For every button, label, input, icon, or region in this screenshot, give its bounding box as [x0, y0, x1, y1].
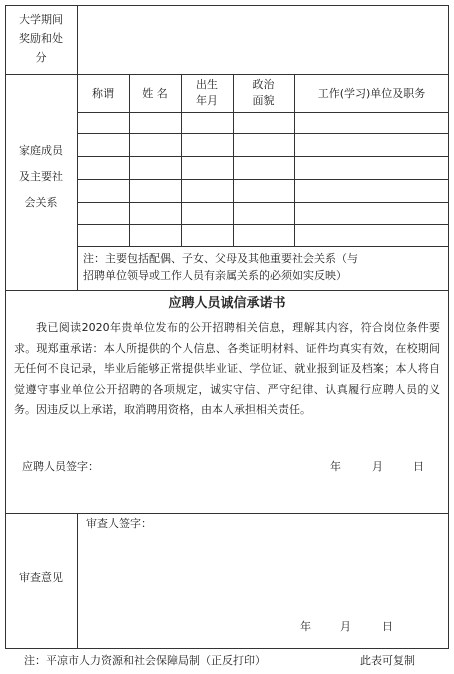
- pledge-section-divider: [5, 513, 449, 514]
- awards-label-line: 大学期间: [19, 13, 63, 26]
- review-date-day: 日: [382, 620, 393, 633]
- table-border-left: [5, 5, 6, 649]
- applicant-signature-label: 应聘人员签字：: [22, 460, 99, 473]
- family-section-divider: [5, 290, 449, 291]
- family-row-line: [77, 224, 449, 225]
- review-date-month: 月: [340, 620, 351, 633]
- family-row-line: [77, 179, 449, 180]
- column-header-political-status: 政治: [252, 78, 275, 91]
- table-border-bottom: [5, 648, 449, 649]
- review-label: 审查意见: [19, 571, 63, 584]
- family-row-line: [77, 202, 449, 203]
- review-date-year: 年: [300, 620, 311, 633]
- awards-section-divider: [5, 74, 449, 75]
- column-header-birth: 出生: [196, 78, 218, 91]
- family-label-line: 会关系: [24, 196, 58, 209]
- footer-copy-note: 此表可复制: [360, 654, 415, 667]
- label-column-divider-bottom: [77, 513, 78, 649]
- table-border-top: [5, 5, 449, 6]
- family-note-line: 注：主要包括配偶、子女、父母及其他重要社会关系（与: [83, 252, 358, 265]
- family-note-line: [77, 246, 449, 247]
- column-header-birth: 年月: [196, 94, 218, 107]
- column-header-political-status: 面貌: [252, 94, 275, 107]
- family-note-line: 招聘单位领导或工作人员有亲属关系的必须如实反映）: [83, 269, 347, 282]
- column-header-relation: 称谓: [92, 87, 114, 100]
- pledge-body: 我已阅读2020年贵单位发布的公开招聘相关信息，理解其内容，符合岗位条件要求。现郑重承诺：本人所提供的个人信息、各类证明材料、证件均真实有效，在校期间无任何不良记录，毕业后能够正常提供毕业证、学位证、就业报到证及档案；本人将自觉遵守事业单位公开招聘的各项规定，诚实守信、严守纪律、认真履行应聘人员的义务。因违反以上承诺，取消聘用资格，由本人承担相关责任。: [14, 321, 440, 416]
- awards-label-line: 分: [35, 51, 47, 64]
- awards-label-line: 奖励和处: [19, 32, 63, 45]
- family-label-line: 家庭成员: [19, 144, 63, 157]
- pledge-date-month: 月: [372, 460, 383, 473]
- family-row-line: [77, 133, 449, 134]
- footer-note: 注：平凉市人力资源和社会保障局制（正反打印）: [24, 654, 266, 667]
- family-row-line: [77, 156, 449, 157]
- pledge-date-day: 日: [413, 460, 424, 473]
- column-header-name: 姓 名: [142, 87, 168, 100]
- pledge-date-year: 年: [330, 460, 341, 473]
- pledge-title: 应聘人员诚信承诺书: [168, 296, 286, 311]
- reviewer-signature-label: 审查人签字：: [86, 517, 152, 530]
- family-label-line: 及主要社: [19, 170, 63, 183]
- label-column-divider-top: [77, 5, 78, 291]
- column-header-work-unit: 工作(学习)单位及职务: [317, 87, 426, 100]
- family-header-line: [77, 112, 449, 113]
